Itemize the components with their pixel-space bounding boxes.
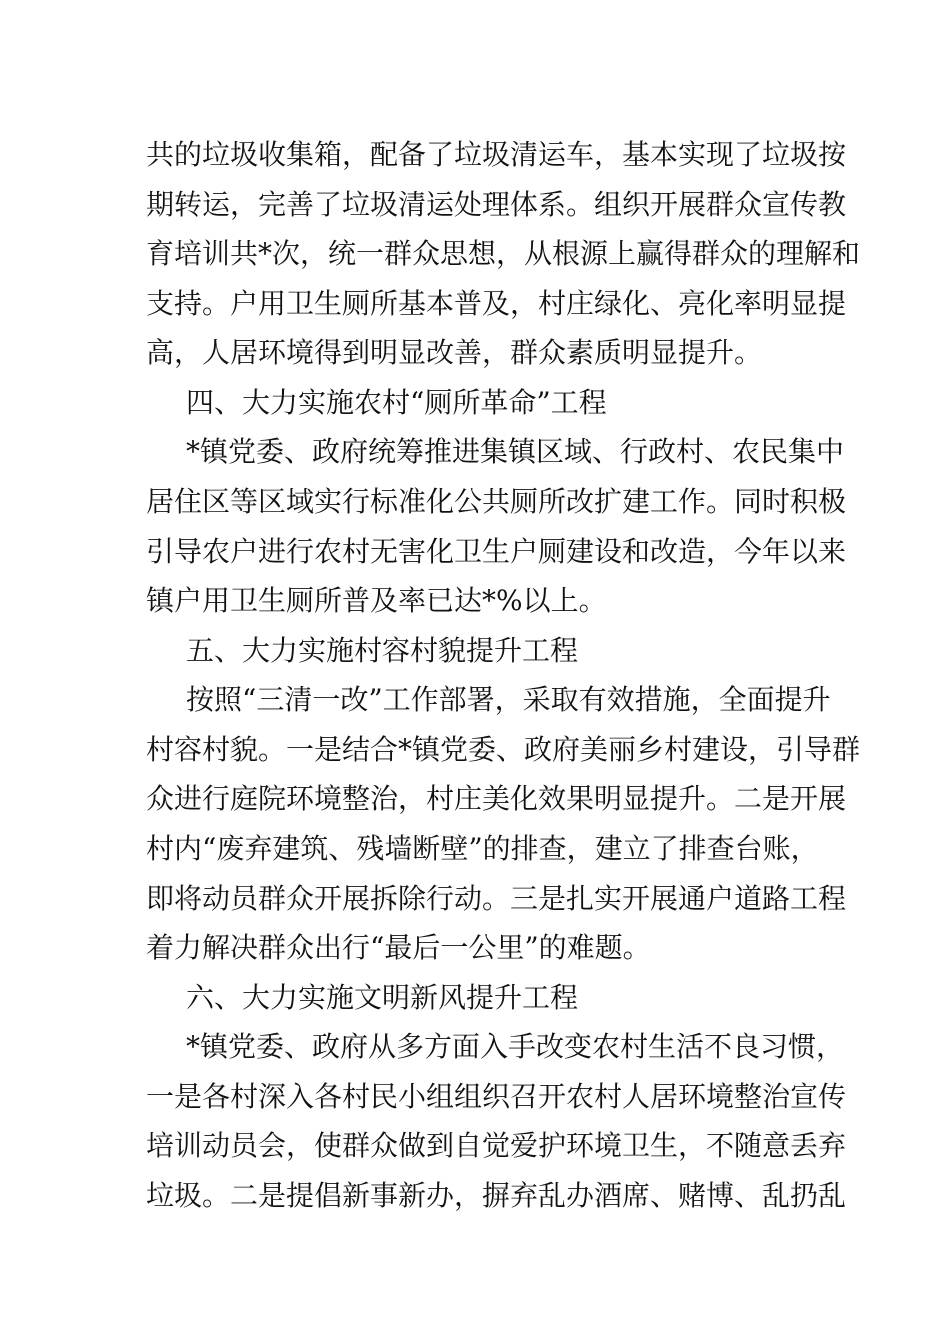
body-text-line: 共的垃圾收集箱，配备了垃圾清运车，基本实现了垃圾按 [146, 138, 847, 171]
body-text-line: 镇户用卫生厕所普及率已达*%以上。 [146, 584, 607, 617]
body-text-line: 村容村貌。一是结合*镇党委、政府美丽乡村建设，引导群 [146, 733, 861, 766]
body-text-line: 支持。户用卫生厕所基本普及，村庄绿化、亮化率明显提 [146, 287, 847, 320]
section-heading-5: 五、大力实施村容村貌提升工程 [186, 634, 579, 667]
section-heading-6: 六、大力实施文明新风提升工程 [186, 981, 579, 1014]
body-text-line: 高，人居环境得到明显改善，群众素质明显提升。 [146, 336, 763, 369]
body-text-line: 即将动员群众开展拆除行动。三是扎实开展通户道路工程 [146, 882, 847, 915]
body-text-line: 育培训共*次，统一群众思想，从根源上赢得群众的理解和 [146, 237, 861, 270]
body-text-line: 居住区等区域实行标准化公共厕所改扩建工作。同时积极 [146, 485, 847, 518]
body-text-line: 期转运，完善了垃圾清运处理体系。组织开展群众宣传教 [146, 188, 847, 221]
body-text-line: 一是各村深入各村民小组组织召开农村人居环境整治宣传 [146, 1080, 847, 1113]
body-text-line: *镇党委、政府统筹推进集镇区域、行政村、农民集中 [186, 435, 845, 468]
body-text-line: 按照“三清一改”工作部署，采取有效措施，全面提升 [186, 683, 831, 716]
body-text-line: 众进行庭院环境整治，村庄美化效果明显提升。二是开展 [146, 782, 847, 815]
body-text-line: 村内“废弃建筑、残墙断壁”的排查，建立了排查台账， [146, 832, 819, 865]
body-text-line: *镇党委、政府从多方面入手改变农村生活不良习惯， [186, 1030, 845, 1063]
body-text-line: 垃圾。二是提倡新事新办，摒弃乱办酒席、赌博、乱扔乱 [146, 1179, 847, 1212]
body-text-line: 引导农户进行农村无害化卫生户厕建设和改造，今年以来 [146, 535, 847, 568]
section-heading-4: 四、大力实施农村“厕所革命”工程 [186, 386, 607, 419]
body-text-line: 培训动员会，使群众做到自觉爱护环境卫生，不随意丢弃 [146, 1129, 847, 1162]
body-text-line: 着力解决群众出行“最后一公里”的难题。 [146, 931, 651, 964]
